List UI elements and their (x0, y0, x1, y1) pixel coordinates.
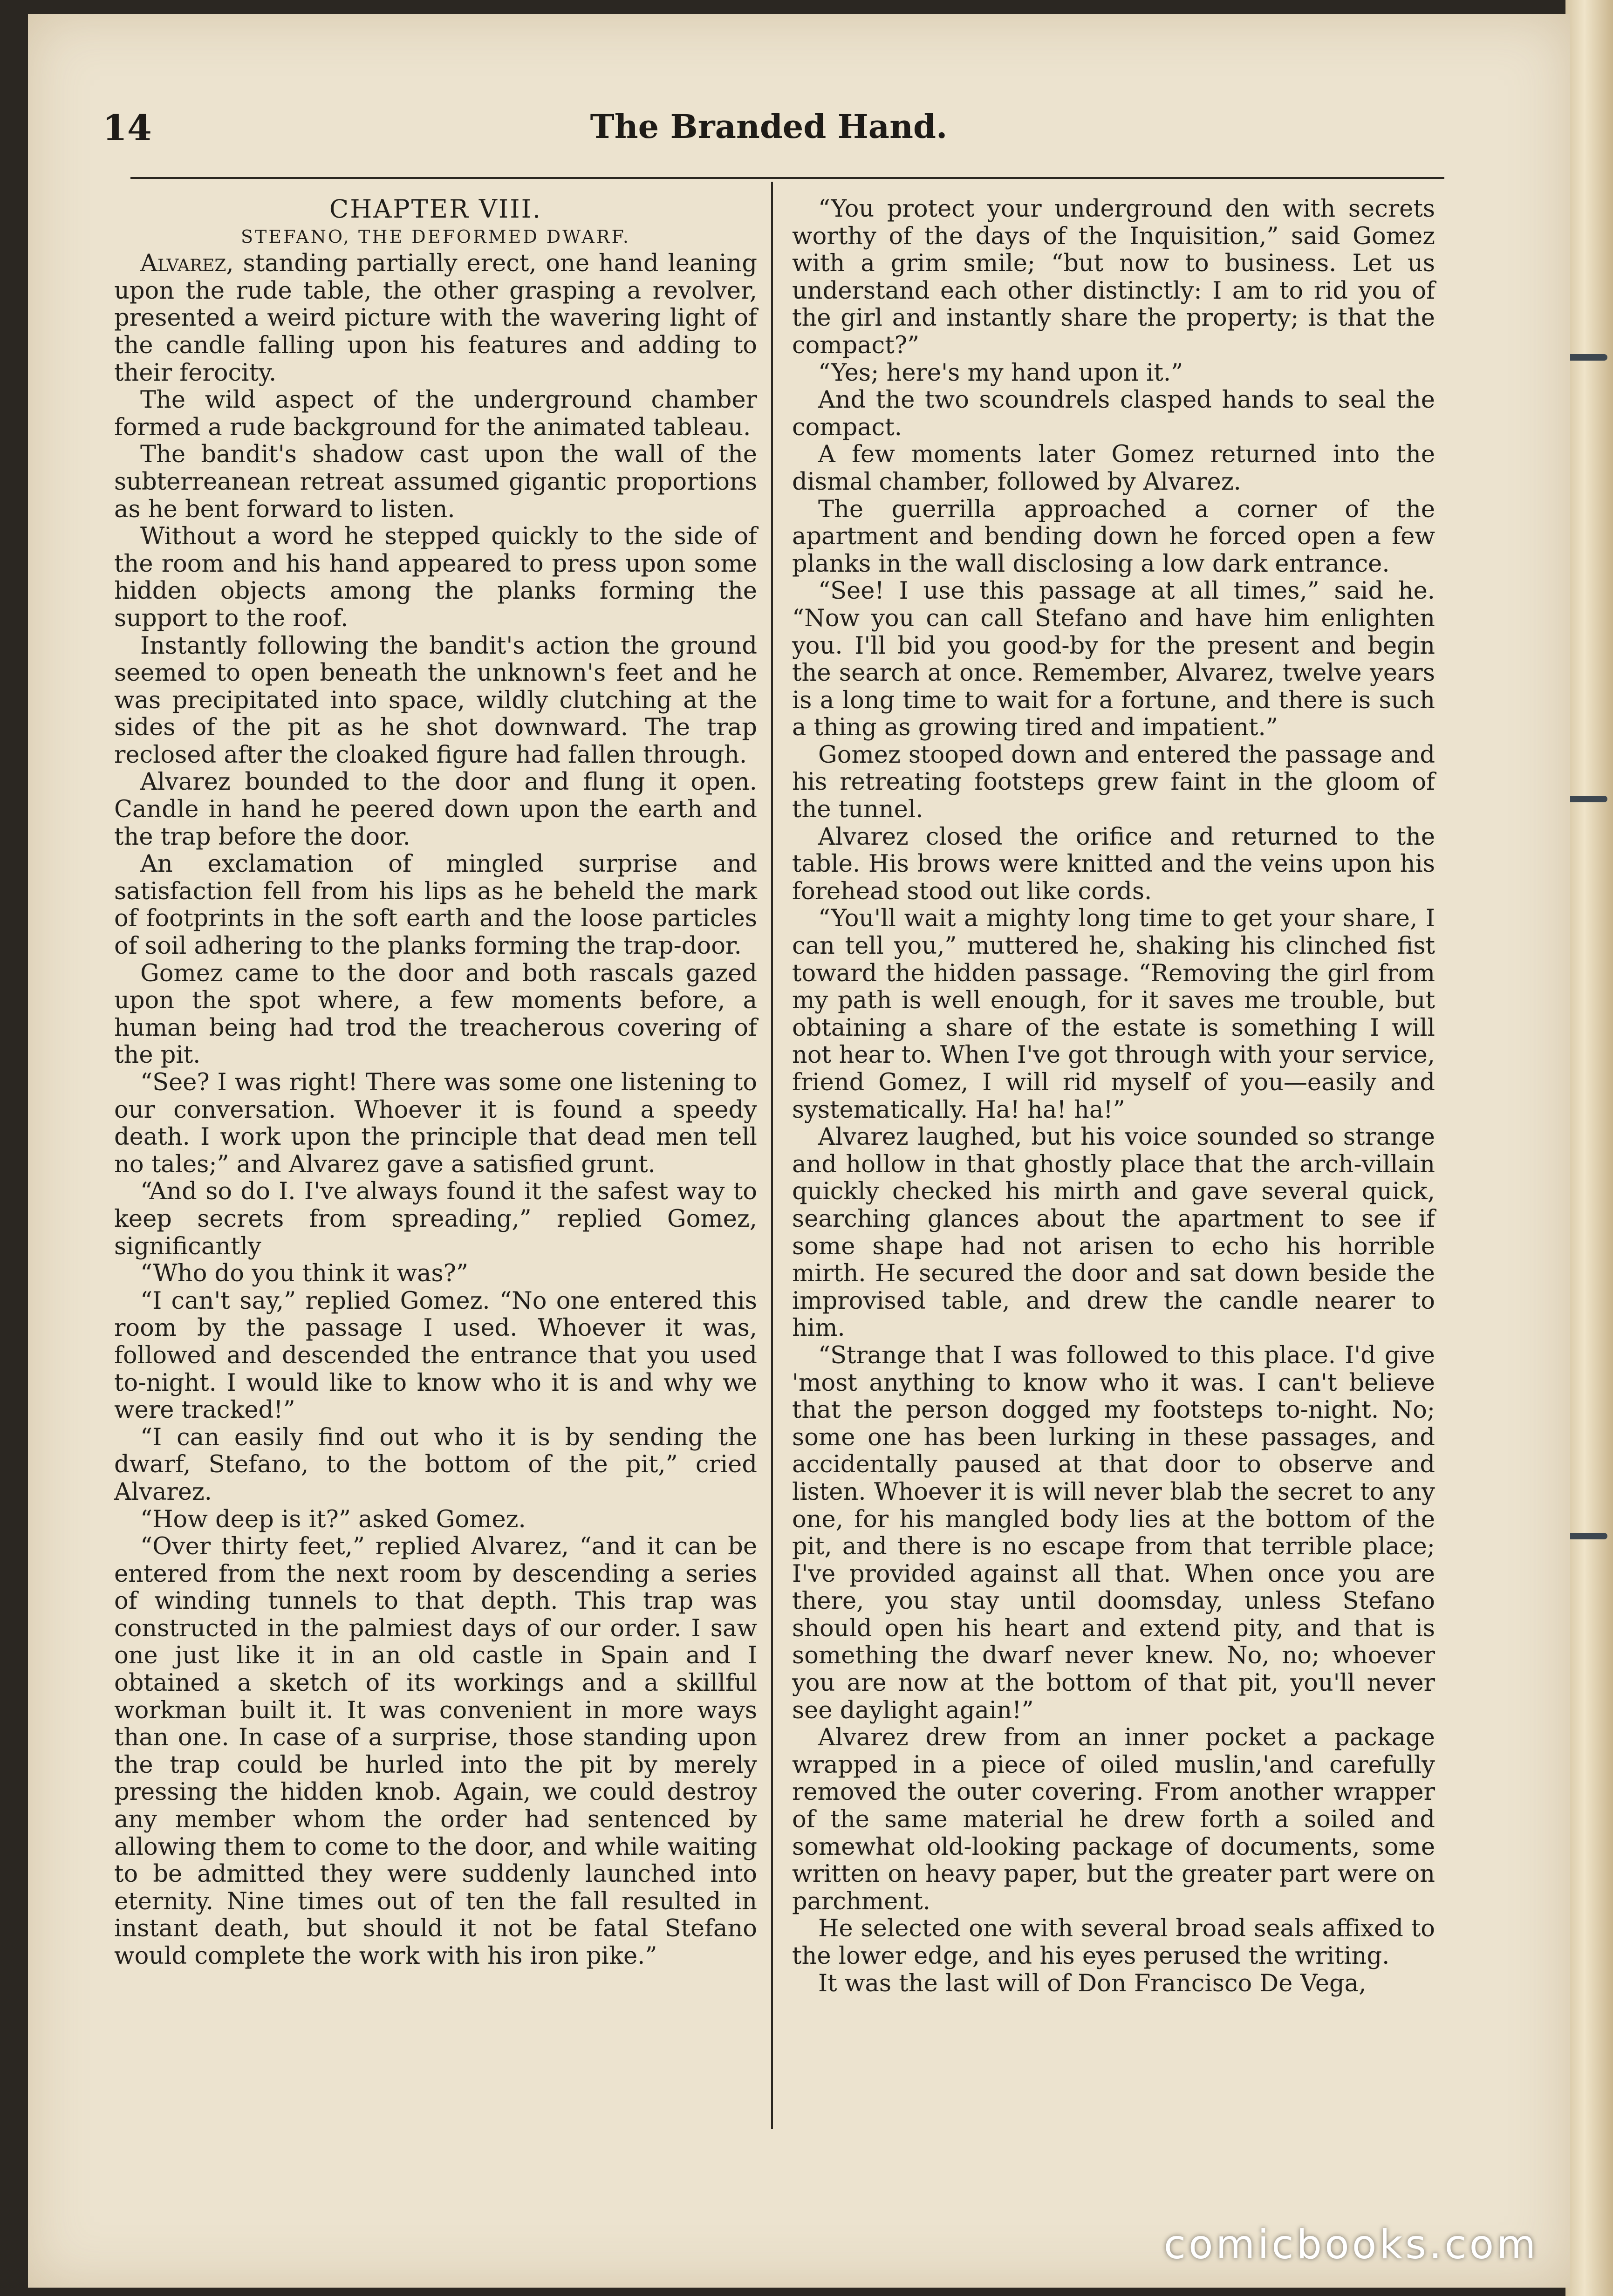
paragraph: Gomez stooped down and entered the passage and his retreating footsteps grew faint in the gloom of the tunnel. (792, 741, 1435, 824)
paragraph: “See! I use this passage at all times,” said he. “Now you can call Stefano and have him enlighten you. I'll bid you good-by for the present and begin the search at once. Remember, Alvarez, twelve years is a long time to wait for a fortune, and there is such a thing as growing tired and impatient.” (792, 577, 1435, 742)
paragraph: Alvarez drew from an inner pocket a package wrapped in a piece of oiled muslin,'and carefully removed the outer covering. From another wrapper of the same material he drew forth a soiled and somewhat old-looking package of documents, some written on heavy paper, but the greater part were on parchment. (792, 1724, 1435, 1915)
right-column (792, 196, 1435, 1997)
paragraph: “Yes; here's my hand upon it.” (818, 359, 1183, 387)
paragraph: “Over thirty feet,” replied Alvarez, “and it can be entered from the next room by descending a series of winding tunnels to that depth. This trap was constructed in the palmiest days of our order. I saw one just like it in an old castle in Spain and I obtained a sketch of its workings and a skillful workman built it. It was convenient in more ways than one. In case of a surprise, those standing upon the trap could be hurled into the pit by merely pressing the hidden knob. Again, we could destroy any member whom the order had sentenced by allowing them to come to the door, and while waiting to be admitted they were suddenly launched into eternity. Nine times out of ten the fall resulted in instant death, but should it not be fatal Stefano would complete the work with his iron pike.” (114, 1533, 757, 1970)
book-spine (1565, 0, 1613, 2296)
paragraph: And the two scoundrels clasped hands to seal the compact. (792, 386, 1435, 441)
paragraph: Alvarez closed the orifice and returned to the table. His brows were knitted and the veins upon his forehead stood out like cords. (792, 823, 1435, 905)
paragraph: It was the last will of Don Francisco De Vega, (818, 1969, 1367, 1997)
paragraph: Alvarez bounded to the door and flung it open. Candle in hand he peered down upon the earth and the trap before the door. (114, 768, 757, 851)
paragraph: The bandit's shadow cast upon the wall of the subterreanean retreat assumed gigantic proportions as he bent forward to listen. (114, 441, 757, 523)
paragraph: Alvarez laughed, but his voice sounded so strange and hollow in that ghostly place that the arch-villain quickly checked his mirth and gave several quick, searching glances about the apartment to see if some shape had not arisen to echo his horrible mirth. He secured the door and sat down beside the improvised table, and drew the candle nearer to him. (792, 1123, 1435, 1342)
chapter-subtitle: STEFANO, THE DEFORMED DWARF. (240, 226, 630, 247)
paragraph: “See? I was right! There was some one listening to our conversation. Whoever it is found a speedy death. I work upon the principle that dead men tell no tales;” and Alvarez gave a satisfied grunt. (114, 1069, 757, 1178)
running-title: The Branded Hand. (590, 107, 948, 146)
paragraph: “Strange that I was followed to this place. I'd give 'most anything to know who it was. I can't believe that the person dogged my footsteps to-night. No; some one has been lurking in these passages, and accidentally paused at that door to observe and listen. Whoever it is will never blab the secret to any one, for his mangled body lies at the bottom of the pit, and there is no escape from that terrible place; I've provided against all that. When once you are there, you stay until doomsday, unless Stefano should open his heart and extend pity, and that is something the dwarf never knew. No, no; whoever you are now at the bottom of that pit, you'll never see daylight again!” (792, 1341, 1435, 1724)
paragraph: Alvarez, standing partially erect, one hand leaning upon the rude table, the other grasping a revolver, presented a weird picture with the wavering light of the candle falling upon his features and adding to their ferocity. (114, 250, 757, 387)
paragraph: Without a word he stepped quickly to the side of the room and his hand appeared to press upon some hidden objects among the planks forming the support to the roof. (114, 523, 757, 632)
paragraph: Instantly following the bandit's action the ground seemed to open beneath the unknown's feet and he was precipitated into space, wildly clutching at the sides of the pit as he shot downward. The trap reclosed after the cloaked figure had fallen through. (114, 632, 757, 769)
paragraph: “You'll wait a mighty long time to get your share, I can tell you,” muttered he, shaking his clinched fist toward the hidden passage. “Removing the girl from my path is well enough, for it saves me trouble, but obtaining a share of the estate is something I will not hear to. When I've got through with your service, friend Gomez, I will rid myself of you—easily and systematically. Ha! ha! ha!” (792, 905, 1435, 1124)
column-divider (771, 182, 773, 2129)
header-rule (130, 177, 1444, 179)
paragraph: The wild aspect of the underground chamber formed a rude background for the animated tableau. (114, 386, 757, 441)
paragraph: “And so do I. I've always found it the safest way to keep secrets from spreading,” replied Gomez, significantly (114, 1178, 757, 1260)
paragraph: Gomez came to the door and both rascals gazed upon the spot where, a few moments before, a human being had trod the treacherous covering of the pit. (114, 959, 757, 1069)
paragraph: “You protect your underground den with secrets worthy of the days of the Inquisition,” said Gomez with a grim smile; “but now to business. Let us understand each other distinctly: I am to rid you of the girl and instantly share the property; is that the compact?” (792, 195, 1435, 359)
left-column (114, 196, 757, 1970)
site-watermark: comicbooks.com (1163, 2221, 1538, 2268)
paragraph: “I can easily find out who it is by sending the dwarf, Stefano, to the bottom of the pit,” cried Alvarez. (114, 1423, 757, 1506)
paragraph: An exclamation of mingled surprise and satisfaction fell from his lips as he beheld the mark of footprints in the soft earth and the loose particles of soil adhering to the planks forming the trap-door. (114, 850, 757, 960)
page-number: 14 (103, 107, 152, 149)
first-word: Alvarez, (140, 250, 234, 278)
paragraph: “Who do you think it was?” (140, 1260, 469, 1288)
paragraph: He selected one with several broad seals affixed to the lower edge, and his eyes perused the writing. (792, 1915, 1435, 1970)
paragraph: The guerrilla approached a corner of the apartment and bending down he forced open a few planks in the wall disclosing a low dark entrance. (792, 495, 1435, 578)
paragraph: “How deep is it?” asked Gomez. (140, 1505, 526, 1533)
paragraph: A few moments later Gomez returned into the dismal chamber, followed by Alvarez. (792, 441, 1435, 496)
paragraph: “I can't say,” replied Gomez. “No one entered this room by the passage I used. Whoever it was, followed and descended the entrance that you used to-night. I would like to know who it is and why we were tracked!” (114, 1287, 757, 1424)
chapter-heading: CHAPTER VIII. (329, 194, 542, 224)
